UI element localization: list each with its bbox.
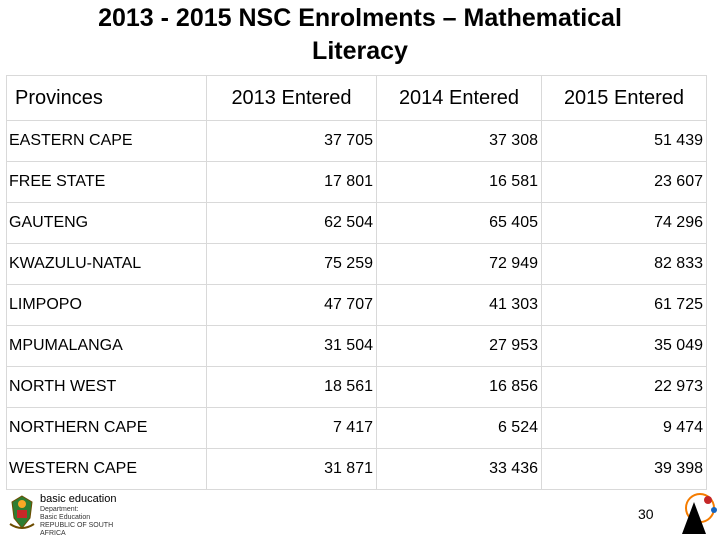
value-2015: 39 398 [542, 449, 707, 490]
value-2015: 51 439 [542, 121, 707, 162]
title-line-1: 2013 - 2015 NSC Enrolments – Mathematical [98, 4, 622, 32]
value-2014: 37 308 [377, 121, 542, 162]
table-header-row [7, 76, 707, 121]
title-line-2: Literacy [312, 37, 408, 65]
value-2015: 9 474 [542, 408, 707, 449]
value-2014: 6 524 [377, 408, 542, 449]
value-2014: 72 949 [377, 244, 542, 285]
value-2013: 31 871 [207, 449, 377, 490]
enrolment-table-container [6, 75, 706, 488]
header-2014: 2014 Entered [377, 76, 542, 121]
value-2013: 7 417 [207, 408, 377, 449]
table-row [7, 285, 707, 326]
province-cell: NORTHERN CAPE [7, 408, 207, 449]
province-cell: WESTERN CAPE [7, 449, 207, 490]
table-row [7, 162, 707, 203]
value-2013: 62 504 [207, 203, 377, 244]
table-row [7, 203, 707, 244]
province-cell: GAUTENG [7, 203, 207, 244]
value-2015: 23 607 [542, 162, 707, 203]
province-cell: NORTH WEST [7, 367, 207, 408]
value-2015: 22 973 [542, 367, 707, 408]
value-2013: 17 801 [207, 162, 377, 203]
table-row [7, 244, 707, 285]
value-2015: 74 296 [542, 203, 707, 244]
province-cell: KWAZULU-NATAL [7, 244, 207, 285]
value-2013: 47 707 [207, 285, 377, 326]
province-cell: EASTERN CAPE [7, 121, 207, 162]
value-2014: 16 856 [377, 367, 542, 408]
logo-line-3: REPUBLIC OF SOUTH AFRICA [40, 522, 114, 537]
value-2015: 35 049 [542, 326, 707, 367]
table-row [7, 121, 707, 162]
table-row [7, 408, 707, 449]
logo-line-2: Basic Education [40, 514, 91, 521]
header-2013: 2013 Entered [207, 76, 377, 121]
table-row [7, 326, 707, 367]
decorative-emblem-icon [672, 488, 718, 538]
value-2014: 41 303 [377, 285, 542, 326]
header-2015: 2015 Entered [542, 76, 707, 121]
value-2014: 27 953 [377, 326, 542, 367]
logo-text [40, 494, 118, 538]
header-provinces: Provinces [7, 76, 207, 121]
value-2014: 16 581 [377, 162, 542, 203]
value-2013: 18 561 [207, 367, 377, 408]
value-2013: 75 259 [207, 244, 377, 285]
value-2015: 61 725 [542, 285, 707, 326]
value-2013: 37 705 [207, 121, 377, 162]
province-cell: FREE STATE [7, 162, 207, 203]
logo-line-1: Department: [40, 506, 79, 513]
enrolment-table [6, 75, 707, 490]
table-row [7, 367, 707, 408]
value-2013: 31 504 [207, 326, 377, 367]
value-2014: 65 405 [377, 203, 542, 244]
basic-education-logo [6, 492, 118, 536]
province-cell: LIMPOPO [7, 285, 207, 326]
province-cell: MPUMALANGA [7, 326, 207, 367]
logo-name: basic education [40, 493, 117, 505]
coat-of-arms-icon [8, 494, 36, 532]
page-number: 30 [638, 506, 654, 522]
slide-title [0, 2, 720, 68]
table-row [7, 449, 707, 490]
value-2015: 82 833 [542, 244, 707, 285]
value-2014: 33 436 [377, 449, 542, 490]
